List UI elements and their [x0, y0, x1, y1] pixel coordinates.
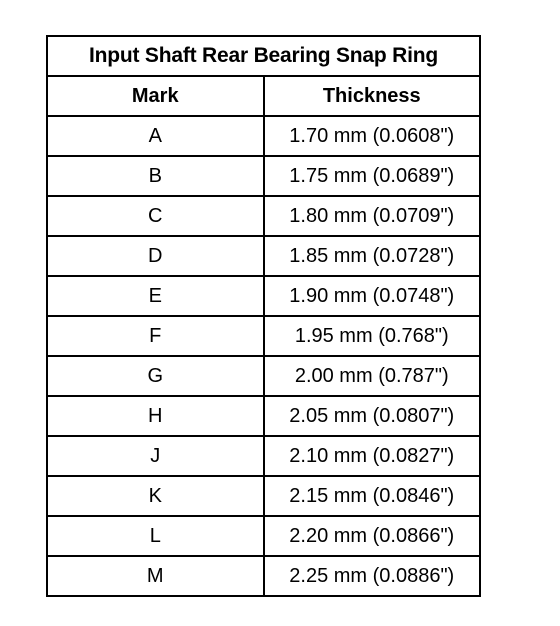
table-row — [47, 396, 480, 436]
column-header-mark: Mark — [47, 76, 264, 116]
table-row — [47, 356, 480, 396]
table-row — [47, 236, 480, 276]
mark-cell: H — [47, 396, 264, 436]
thickness-cell: 2.20 mm (0.0866") — [264, 516, 481, 556]
thickness-cell: 2.15 mm (0.0846") — [264, 476, 481, 516]
column-header-thickness: Thickness — [264, 76, 481, 116]
thickness-cell: 2.10 mm (0.0827") — [264, 436, 481, 476]
table-row — [47, 476, 480, 516]
table-title: Input Shaft Rear Bearing Snap Ring — [47, 36, 480, 76]
table-row — [47, 436, 480, 476]
mark-cell: D — [47, 236, 264, 276]
thickness-cell: 1.95 mm (0.768") — [264, 316, 481, 356]
thickness-cell: 2.25 mm (0.0886") — [264, 556, 481, 596]
thickness-cell: 1.80 mm (0.0709") — [264, 196, 481, 236]
table-row — [47, 556, 480, 596]
mark-cell: L — [47, 516, 264, 556]
table-row — [47, 196, 480, 236]
mark-cell: B — [47, 156, 264, 196]
mark-cell: J — [47, 436, 264, 476]
thickness-cell: 1.70 mm (0.0608") — [264, 116, 481, 156]
table-body — [47, 116, 480, 596]
table-row — [47, 316, 480, 356]
thickness-cell: 1.90 mm (0.0748") — [264, 276, 481, 316]
thickness-cell: 2.05 mm (0.0807") — [264, 396, 481, 436]
mark-cell: A — [47, 116, 264, 156]
header-row — [47, 76, 480, 116]
snap-ring-table — [46, 35, 481, 597]
mark-cell: C — [47, 196, 264, 236]
thickness-cell: 2.00 mm (0.787") — [264, 356, 481, 396]
table-row — [47, 116, 480, 156]
table-row — [47, 516, 480, 556]
mark-cell: M — [47, 556, 264, 596]
mark-cell: F — [47, 316, 264, 356]
table-row — [47, 276, 480, 316]
thickness-cell: 1.75 mm (0.0689") — [264, 156, 481, 196]
mark-cell: G — [47, 356, 264, 396]
mark-cell: E — [47, 276, 264, 316]
thickness-cell: 1.85 mm (0.0728") — [264, 236, 481, 276]
title-row — [47, 36, 480, 76]
table-row — [47, 156, 480, 196]
mark-cell: K — [47, 476, 264, 516]
